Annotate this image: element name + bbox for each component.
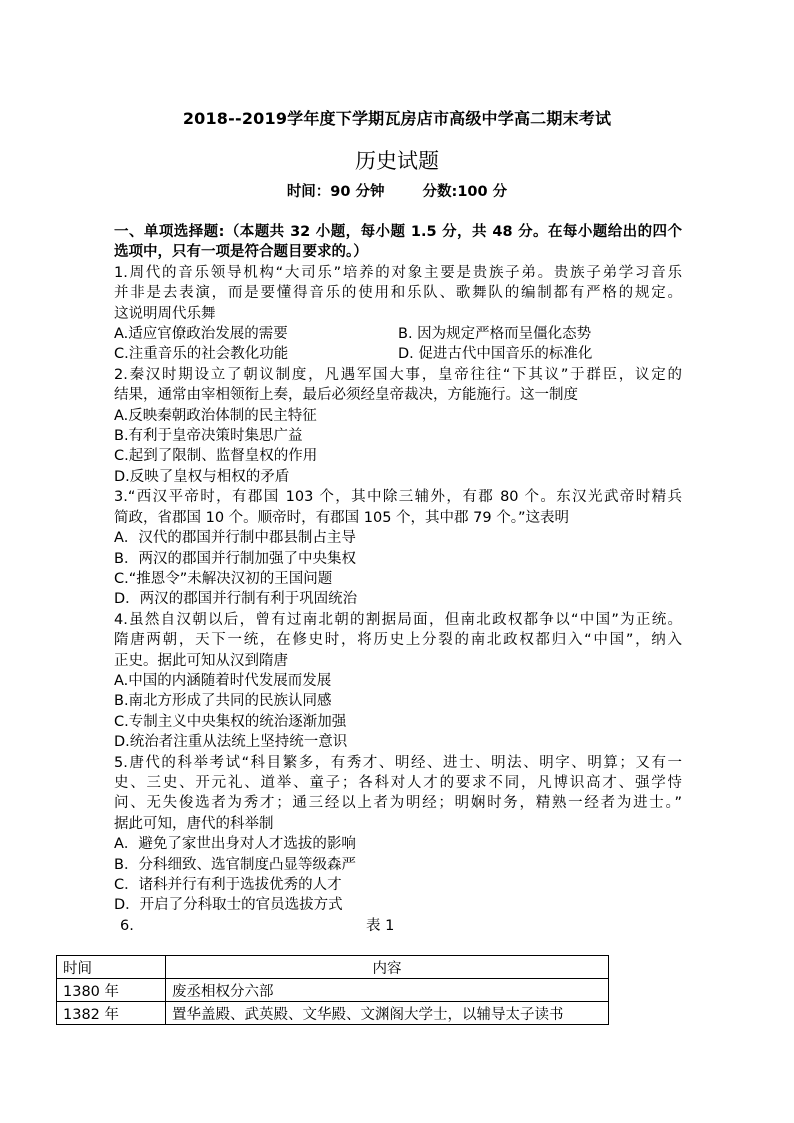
question-3-option-a: A．汉代的郡国并行制中郡县制占主导 (114, 530, 356, 547)
question-2-option-d: D.反映了皇权与相权的矛盾 (114, 468, 290, 485)
question-3-option-d: D．两汉的郡国并行制有利于巩固统治 (114, 591, 358, 608)
question-3-stem: 简政，省郡国 10 个。顺帝时，有郡国 105 个，其中郡 79 个。”这表明 (114, 509, 569, 526)
exam-score: 分数:100 分 (422, 184, 508, 200)
table-cell-content: 废丞相权分六部 (166, 979, 609, 1002)
table-cell-time: 1380 年 (57, 979, 166, 1002)
question-6-table (56, 955, 609, 1025)
table-cell-time: 1382 年 (57, 1002, 166, 1025)
question-6-number: 6. (120, 917, 134, 934)
question-4-stem: 4.虽然自汉朝以后，曾有过南北朝的割据局面，但南北政权都争以“中国”为正统。 (114, 611, 682, 628)
exam-meta (0, 180, 794, 201)
question-1-options-row (114, 324, 682, 344)
question-4-option-b: B.南北方形成了共同的民族认同感 (114, 693, 332, 710)
section-heading: 一、单项选择题:（本题共 32 小题，每小题 1.5 分，共 48 分。在每小题给出的四个 (114, 224, 682, 240)
question-3-stem: 3.“西汉平帝时，有郡国 103 个，其中除三辅外，有郡 80 个。东汉光武帝时精兵 (114, 489, 682, 506)
question-5-option-b: B．分科细致、选官制度凸显等级森严 (114, 856, 356, 873)
question-4-stem: 正史。据此可知从汉到隋唐 (114, 652, 288, 669)
question-1-stem: 这说明周代乐舞 (114, 305, 216, 322)
subject-title: 历史试题 (355, 149, 439, 173)
question-5-option-c: C．诸科并行有利于选拔优秀的人才 (114, 877, 342, 893)
table-caption: 表 1 (366, 917, 395, 934)
question-5-stem: 史、三史、开元礼、道举、童子；各科对人才的要求不同，凡博识高才、强学恃 (114, 774, 682, 791)
question-1-stem: 并非是去表演，而是要懂得音乐的使用和乐队、歌舞队的编制都有严格的规定。 (114, 285, 682, 302)
question-4-option-c: C.专制主义中央集权的统治逐渐加强 (114, 713, 347, 730)
question-content (114, 222, 682, 936)
question-2-option-a: A.反映秦朝政治体制的民主特征 (114, 407, 317, 424)
question-5-option-a: A．避免了家世出身对人才选拔的影响 (114, 836, 356, 853)
question-3-option-b: B．两汉的郡国并行制加强了中央集权 (114, 550, 356, 567)
table-cell-content: 置华盖殿、武英殿、文华殿、文渊阁大学士，以辅导太子读书 (166, 1002, 609, 1025)
table-header-row (57, 956, 609, 979)
question-4-option-d: D.统治者注重从法统上坚持统一意识 (114, 734, 348, 751)
question-4-option-a: A.中国的内涵随着时代发展而发展 (114, 672, 332, 689)
question-2-stem: 结果，通常由宰相领衔上奏，最后必须经皇帝裁决，方能施行。这一制度 (114, 387, 578, 404)
question-1-options-row (114, 344, 682, 364)
question-2-option-b: B.有利于皇帝决策时集思广益 (114, 428, 303, 445)
question-5-stem: 5.唐代的科举考试“科目繁多，有秀才、明经、进士、明法、明字、明算；又有一 (114, 754, 682, 771)
question-5-stem: 问、无失俊选者为秀才；通三经以上者为明经；明娴时务，精熟一经者为进士。” (114, 795, 682, 812)
question-3-option-c: C.“推恩令”未解决汉初的王国问题 (114, 570, 333, 587)
table-row (57, 1002, 609, 1025)
question-1-option-b: B. 因为规定严格而呈僵化态势 (398, 326, 592, 343)
table-row (57, 979, 609, 1002)
question-6-header (114, 916, 682, 936)
question-4-stem: 隋唐两朝，天下一统，在修史时，将历史上分裂的南北政权都归入“中国”，纳入 (114, 632, 682, 649)
table-header-content: 内容 (166, 956, 609, 979)
question-5-stem: 据此可知，唐代的科举制 (114, 815, 274, 832)
question-2-option-c: C.起到了限制、监督皇权的作用 (114, 448, 318, 465)
exam-time: 时间：90 分钟 (286, 184, 385, 200)
table-header-time: 时间 (57, 956, 166, 979)
section-heading-cont: 选项中，只有一项是符合题目要求的。） (114, 244, 368, 261)
question-5-option-d: D．开启了分科取士的官员选拔方式 (114, 897, 343, 914)
question-1-option-c: C.注重音乐的社会教化功能 (114, 346, 289, 363)
question-1-option-a: A.适应官僚政治发展的需要 (114, 326, 288, 343)
question-2-stem: 2.秦汉时期设立了朝议制度，凡遇军国大事，皇帝往往“下其议”于群臣，议定的 (114, 366, 682, 383)
exam-title: 2018--2019学年度下学期瓦房店市高级中学高二期末考试 (182, 109, 612, 128)
question-1-stem: 1.周代的音乐领导机构“大司乐”培养的对象主要是贵族子弟。贵族子弟学习音乐 (114, 264, 682, 281)
question-1-option-d: D. 促进古代中国音乐的标准化 (398, 346, 593, 363)
